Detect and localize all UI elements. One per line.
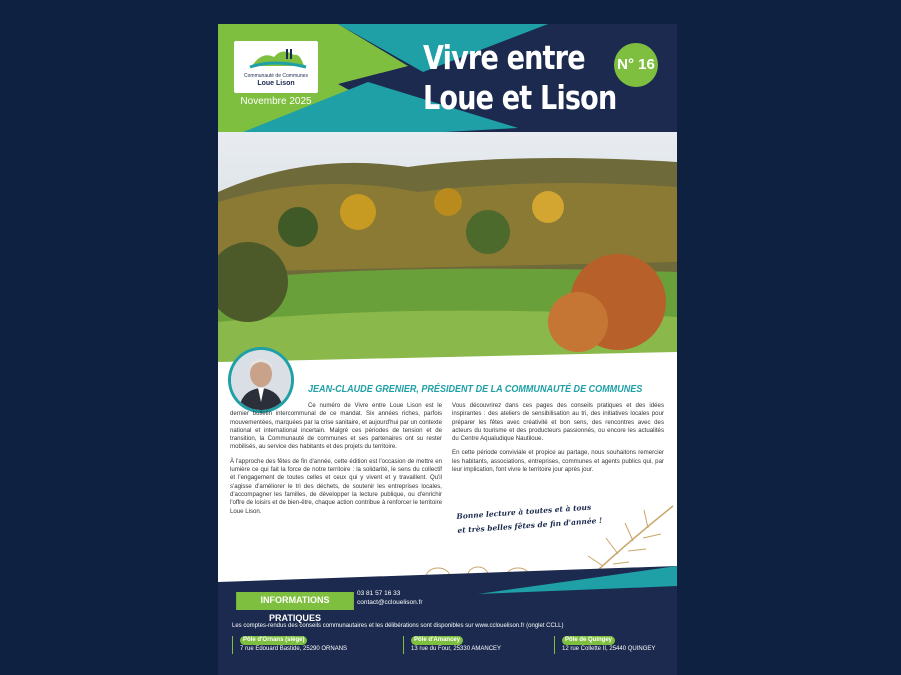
editorial-paragraph: À l'approche des fêtes de fin d'année, cette édition est l'occasion de mettre en lumière ce qui fait la force de notre territoire : la solidarité, le sens du collectif et l'engagement de toutes celles et ceux qui y vivent et y travaillent. Qu'il s'agisse d'améliorer le tri des déchets, de soutenir les entreprises locales, d'accompagner les familles, de développer la lecture publique, ou d'enrichir l'offre de loisirs et de bien-être, chaque action contribue à renforcer le territoire Loue Lison. [230, 457, 442, 515]
pole-amancey [403, 636, 501, 654]
landscape-logo-icon [234, 41, 318, 73]
minutes-note: Les comptes-rendus des conseils communautaires et les délibérations sont disponibles sur www.cclouelison.fr (onglet CCLL) [232, 623, 564, 629]
pole-name: Pôle d'Amancey [411, 636, 463, 645]
editorial-author: JEAN-CLAUDE GRENIER, PRÉSIDENT DE LA COMMUNAUTÉ DE COMMUNES [308, 383, 643, 395]
issue-date: Novembre 2025 [240, 96, 312, 107]
editorial-paragraph: Vous découvrirez dans ces pages des conseils pratiques et des idées inspirantes : des ateliers de sensibilisation au tri, des initiatives locales pour préparer les fêtes avec créativité et bon sens, des rencontres avec des acteurs du tourisme et des producteurs passionnés, ou encore les actualités du Centre Aqualudique Nautiloue. [452, 402, 664, 443]
issue-number-badge: N° 16 [614, 43, 658, 87]
pole-name: Pôle d'Ornans (siège) [240, 636, 307, 645]
logo-name: Loue Lison [257, 80, 295, 87]
info-title: INFORMATIONS PRATIQUES [236, 592, 354, 610]
title-line-2: Loue et Lison [423, 78, 617, 117]
email-link[interactable]: contact@cclouelison.fr [357, 598, 423, 606]
closing-line-1: Bonne lecture à toutes et à tous [456, 502, 592, 521]
title-line-1: Vivre entre [423, 38, 585, 77]
editorial-column-2 [452, 402, 664, 480]
pole-ornans [232, 636, 347, 654]
publication-title [423, 38, 616, 118]
newsletter-cover-page [218, 24, 677, 675]
pole-address: 13 rue du Four, 25330 AMANCEY [411, 646, 502, 652]
closing-line-2: et très belles fêtes de fin d'année ! [457, 515, 603, 535]
phone-number[interactable]: 03 81 57 16 33 [357, 590, 401, 597]
person-icon [231, 350, 291, 410]
autumn-landscape-photo [218, 132, 677, 374]
editorial-column-1 [230, 402, 442, 522]
editorial-paragraph: En cette période conviviale et propice au partage, nous souhaitons remercier les habitants, associations, entreprises, communes et agents publics qui, par leur implication, font vivre le territoire jour après jour. [452, 449, 664, 474]
logo-subtitle: Communauté de Communes [244, 73, 308, 79]
pole-name: Pôle de Quingey [562, 636, 615, 645]
editorial-paragraph: Ce numéro de Vivre entre Loue Lison est le dernier bulletin intercommunal de ce mandat. Six années riches, parfois mouvementées, marquées par la crise sanitaire, et aujourd'hui par un contexte national et international incertain. Malgré ces périodes de tension et de transition, la Communauté de communes et ses partenaires ont su rester mobilisés, au service des habitants et des projets du territoire. [230, 402, 442, 451]
ccll-logo [234, 41, 318, 93]
pole-quingey [554, 636, 655, 654]
pole-address: 12 rue Collette II, 25440 QUINGEY [562, 646, 656, 652]
pole-address: 7 rue Edouard Bastide, 25290 ORNANS [240, 646, 348, 652]
contact-block [357, 590, 423, 607]
